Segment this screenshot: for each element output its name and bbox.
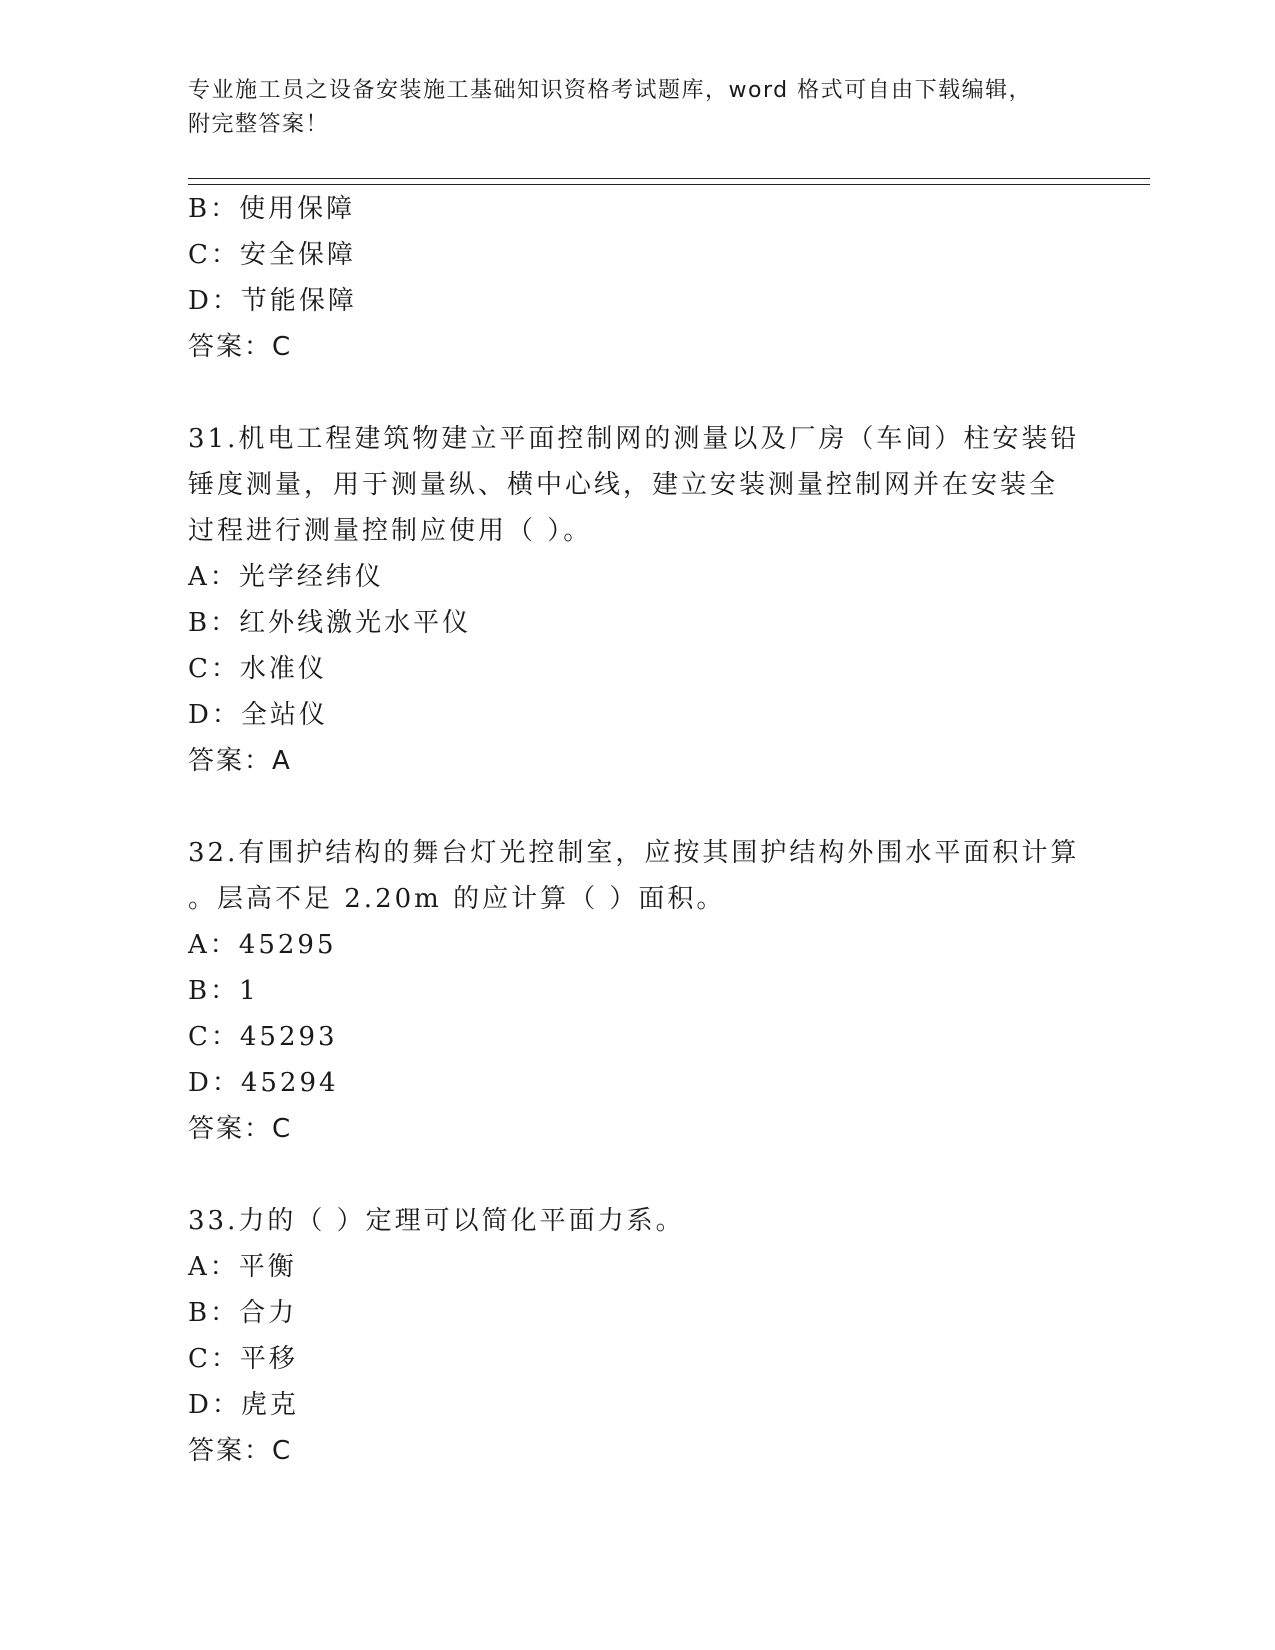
option-a: A：光学经纬仪 bbox=[188, 562, 384, 592]
option-d: D：节能保障 bbox=[188, 286, 357, 316]
spacer bbox=[188, 1152, 1088, 1198]
option-d: D：45294 bbox=[188, 1068, 339, 1098]
question-text-line: 。层高不足 2.20m 的应计算（ ）面积。 bbox=[188, 884, 726, 914]
header-divider-top bbox=[188, 178, 1150, 179]
option-c: C：45293 bbox=[188, 1022, 338, 1052]
option-c: C：平移 bbox=[188, 1344, 298, 1374]
spacer bbox=[188, 370, 1088, 416]
question-32-block bbox=[188, 830, 1088, 1152]
question-31-block bbox=[188, 416, 1088, 784]
option-c: C：水准仪 bbox=[188, 654, 327, 684]
option-b: B：使用保障 bbox=[188, 194, 356, 224]
answer-line: 答案：A bbox=[188, 746, 292, 776]
option-d: D：全站仪 bbox=[188, 700, 328, 730]
question-text-line: 过程进行测量控制应使用（ ）。 bbox=[188, 516, 593, 546]
option-b: B：1 bbox=[188, 976, 259, 1006]
prev-question-block bbox=[188, 186, 1088, 370]
option-a: A：45295 bbox=[188, 930, 337, 960]
header-divider-bottom bbox=[188, 184, 1150, 185]
question-text-line: 锤度测量，用于测量纵、横中心线，建立安装测量控制网并在安装全 bbox=[188, 470, 1059, 500]
document-header bbox=[188, 74, 1068, 142]
option-b: B：合力 bbox=[188, 1298, 298, 1328]
spacer bbox=[188, 784, 1088, 830]
option-a: A：平衡 bbox=[188, 1252, 297, 1282]
option-b: B：红外线激光水平仪 bbox=[188, 608, 472, 638]
question-text-line: 31.机电工程建筑物建立平面控制网的测量以及厂房（车间）柱安装铅 bbox=[188, 424, 1080, 454]
question-text-line: 32.有围护结构的舞台灯光控制室，应按其围护结构外围水平面积计算 bbox=[188, 838, 1080, 868]
option-c: C：安全保障 bbox=[188, 240, 356, 270]
question-33-block bbox=[188, 1198, 1088, 1474]
question-text-line: 33.力的（ ）定理可以简化平面力系。 bbox=[188, 1206, 685, 1236]
answer-line: 答案：C bbox=[188, 1436, 293, 1466]
header-line-1: 专业施工员之设备安装施工基础知识资格考试题库，word 格式可自由下载编辑， bbox=[188, 78, 1033, 103]
header-line-2: 附完整答案！ bbox=[188, 112, 330, 137]
answer-line: 答案：C bbox=[188, 332, 293, 362]
answer-line: 答案：C bbox=[188, 1114, 293, 1144]
question-list bbox=[188, 186, 1088, 1474]
option-d: D：虎克 bbox=[188, 1390, 299, 1420]
